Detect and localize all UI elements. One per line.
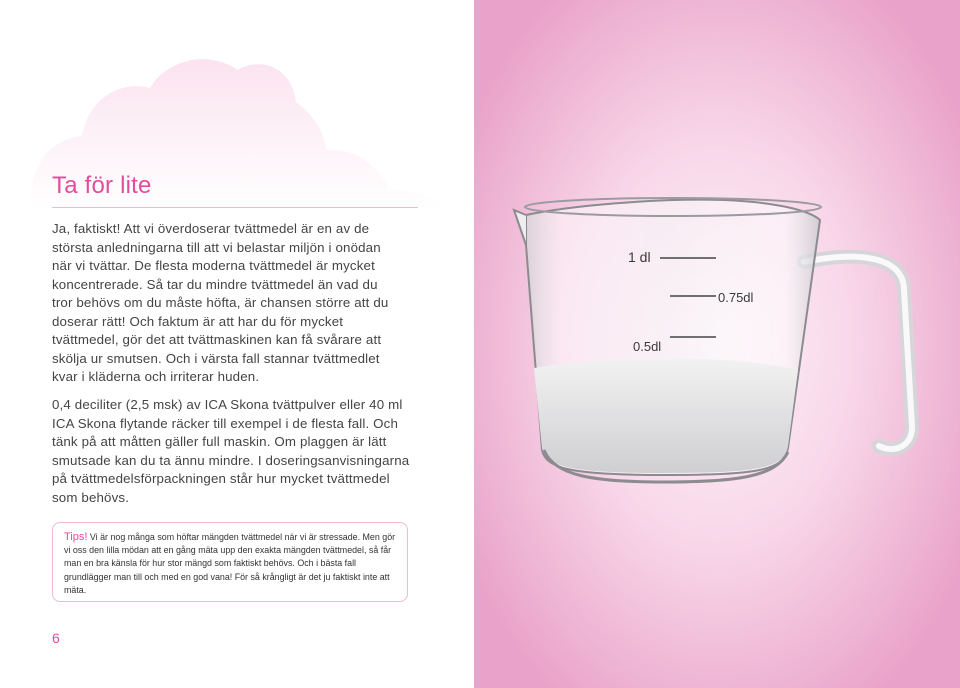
intro-paragraph: Ja, faktiskt! Att vi överdoserar tvättmedel är en av de största anledningarna till att vi belastar miljön i onödan när vi tvättar. De flesta moderna tvättmedel är mycket koncentrerade. Så tar du mindre tvättmedel än vad du tror behövs om du måste höfta, är chansen större att du doserar rätt! Och faktum är att har du för mycket tvättmedel, gör det att tvättmaskinen kan få svårare att skölja ur smutsen. Och i värsta fall stannar tvättmedlet kvar i kläderna och irriterar huden.	[52, 221, 389, 384]
title-divider	[52, 207, 418, 208]
tips-box	[52, 522, 408, 602]
left-page	[0, 0, 474, 688]
right-page-photo	[474, 0, 960, 688]
page-number: 6	[52, 630, 60, 646]
page-title: Ta för lite	[52, 172, 152, 199]
mark-075dl-label: 0.75dl	[718, 290, 754, 305]
measuring-cup-image	[474, 0, 960, 688]
tips-text: Vi är nog många som höftar mängden tvättmedel när vi är stressade. Men gör vi oss den lilla mödan att en gång mäta upp den exakta mängden tvättmedel, så får man en bra känsla för hur stor mängd som faktiskt behövs. Och i bästa fall grundlägger man till och med en god vana! För så krångligt är det ju faktiskt inte att mäta.	[64, 532, 396, 595]
dosage-paragraph: 0,4 deciliter (2,5 msk) av ICA Skona tvättpulver eller 40 ml ICA Skona flytande räcker till exempel i de flesta fall. Och tänk på att måtten gäller full maskin. Om plaggen är lätt smutsade kan du ta ännu mindre. I doseringsanvisningarna på tvättmedelsförpackningen står hur mycket tvättmedel som behövs.	[52, 397, 410, 505]
tips-label: Tips!	[64, 531, 88, 543]
mark-05dl-label: 0.5dl	[633, 339, 662, 354]
mark-1dl-label: 1 dl	[628, 249, 651, 265]
